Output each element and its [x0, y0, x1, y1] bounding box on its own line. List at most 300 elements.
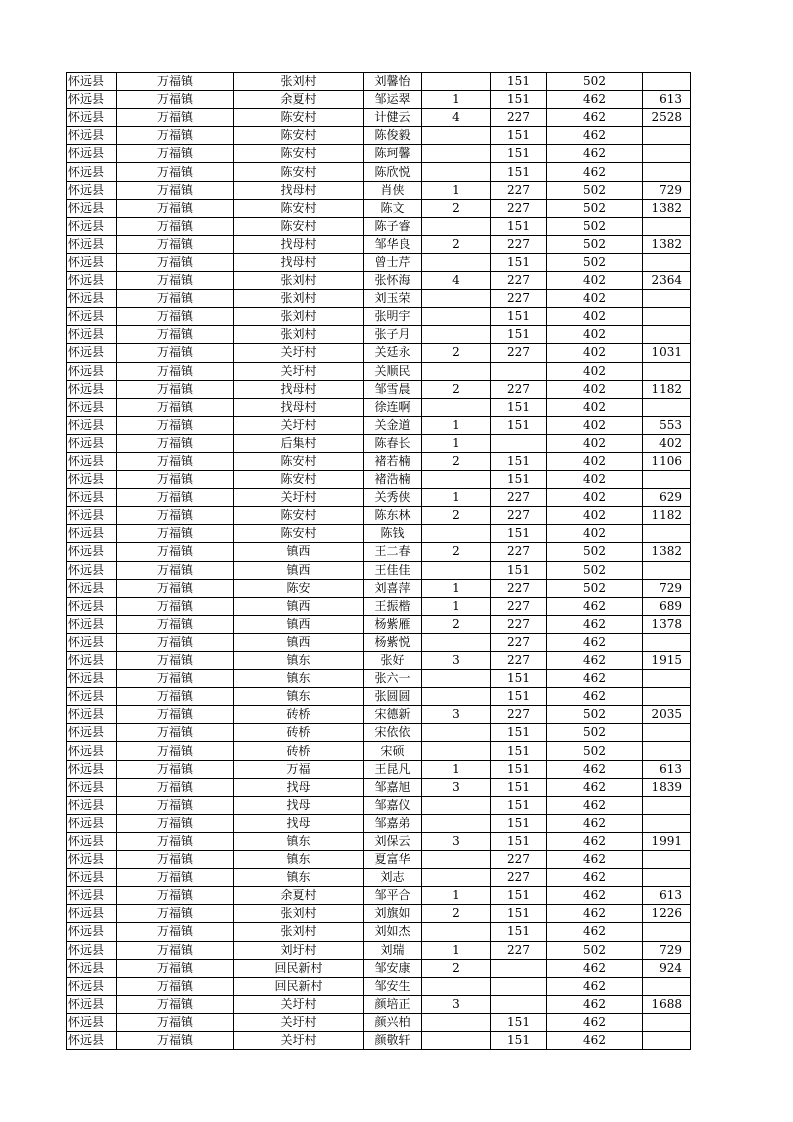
town-cell: 万福镇 — [117, 1013, 234, 1031]
amount-b-cell: 502 — [547, 706, 643, 724]
amount-b-cell: 462 — [547, 796, 643, 814]
total-cell: 729 — [643, 941, 691, 959]
name-cell: 王振楷 — [364, 597, 422, 615]
town-cell: 万福镇 — [117, 597, 234, 615]
name-cell: 邹平合 — [364, 887, 422, 905]
amount-b-cell: 402 — [547, 434, 643, 452]
amount-a-cell: 227 — [491, 199, 547, 217]
county-cell: 怀远县 — [67, 869, 117, 887]
table-row — [67, 434, 691, 452]
county-cell: 怀远县 — [67, 995, 117, 1013]
amount-b-cell: 462 — [547, 615, 643, 633]
amount-b-cell: 502 — [547, 217, 643, 235]
village-cell: 陈安村 — [234, 525, 364, 543]
table-row — [67, 543, 691, 561]
village-cell: 关圩村 — [234, 362, 364, 380]
amount-a-cell: 151 — [491, 760, 547, 778]
amount-a-cell: 151 — [491, 525, 547, 543]
county-cell: 怀远县 — [67, 543, 117, 561]
town-cell: 万福镇 — [117, 73, 234, 91]
town-cell: 万福镇 — [117, 253, 234, 271]
amount-b-cell: 462 — [547, 1031, 643, 1049]
amount-b-cell: 402 — [547, 452, 643, 470]
amount-a-cell — [491, 959, 547, 977]
county-cell: 怀远县 — [67, 416, 117, 434]
village-cell: 砖桥 — [234, 724, 364, 742]
total-cell: 2364 — [643, 272, 691, 290]
town-cell: 万福镇 — [117, 362, 234, 380]
count-cell: 4 — [422, 109, 491, 127]
amount-b-cell: 462 — [547, 959, 643, 977]
amount-a-cell: 151 — [491, 91, 547, 109]
count-cell: 2 — [422, 615, 491, 633]
total-cell — [643, 253, 691, 271]
table-row — [67, 1013, 691, 1031]
amount-b-cell: 462 — [547, 814, 643, 832]
village-cell: 找母 — [234, 796, 364, 814]
total-cell: 1688 — [643, 995, 691, 1013]
count-cell — [422, 851, 491, 869]
amount-b-cell: 502 — [547, 73, 643, 91]
village-cell: 砖桥 — [234, 742, 364, 760]
county-cell: 怀远县 — [67, 905, 117, 923]
count-cell: 3 — [422, 832, 491, 850]
amount-b-cell: 502 — [547, 543, 643, 561]
town-cell: 万福镇 — [117, 217, 234, 235]
village-cell: 镇东 — [234, 869, 364, 887]
village-cell: 余夏村 — [234, 91, 364, 109]
village-cell: 张刘村 — [234, 308, 364, 326]
total-cell — [643, 471, 691, 489]
village-cell: 陈安村 — [234, 163, 364, 181]
name-cell: 张明宇 — [364, 308, 422, 326]
amount-b-cell: 462 — [547, 977, 643, 995]
count-cell: 2 — [422, 507, 491, 525]
table-row — [67, 670, 691, 688]
count-cell: 2 — [422, 452, 491, 470]
town-cell: 万福镇 — [117, 308, 234, 326]
amount-b-cell: 502 — [547, 579, 643, 597]
county-cell: 怀远县 — [67, 452, 117, 470]
count-cell: 2 — [422, 344, 491, 362]
total-cell: 1378 — [643, 615, 691, 633]
amount-b-cell: 462 — [547, 127, 643, 145]
table-row — [67, 977, 691, 995]
town-cell: 万福镇 — [117, 543, 234, 561]
town-cell: 万福镇 — [117, 959, 234, 977]
county-cell: 怀远县 — [67, 923, 117, 941]
name-cell: 计健云 — [364, 109, 422, 127]
total-cell — [643, 217, 691, 235]
county-cell: 怀远县 — [67, 633, 117, 651]
total-cell: 729 — [643, 181, 691, 199]
county-cell: 怀远县 — [67, 941, 117, 959]
table-row — [67, 163, 691, 181]
total-cell — [643, 145, 691, 163]
amount-b-cell: 462 — [547, 869, 643, 887]
town-cell: 万福镇 — [117, 380, 234, 398]
table-row — [67, 253, 691, 271]
town-cell: 万福镇 — [117, 688, 234, 706]
count-cell: 1 — [422, 887, 491, 905]
county-cell: 怀远县 — [67, 579, 117, 597]
county-cell: 怀远县 — [67, 145, 117, 163]
count-cell — [422, 923, 491, 941]
name-cell: 陈俊毅 — [364, 127, 422, 145]
name-cell: 邹安康 — [364, 959, 422, 977]
village-cell: 关圩村 — [234, 489, 364, 507]
amount-a-cell: 227 — [491, 652, 547, 670]
amount-b-cell: 462 — [547, 778, 643, 796]
amount-b-cell: 462 — [547, 109, 643, 127]
amount-b-cell: 462 — [547, 163, 643, 181]
count-cell: 3 — [422, 652, 491, 670]
name-cell: 邹嘉弟 — [364, 814, 422, 832]
county-cell: 怀远县 — [67, 380, 117, 398]
table-row — [67, 452, 691, 470]
village-cell: 万福 — [234, 760, 364, 778]
town-cell: 万福镇 — [117, 398, 234, 416]
total-cell: 1839 — [643, 778, 691, 796]
amount-a-cell: 227 — [491, 344, 547, 362]
county-cell: 怀远县 — [67, 760, 117, 778]
name-cell: 关秀侠 — [364, 489, 422, 507]
table-row — [67, 597, 691, 615]
name-cell: 刘喜萍 — [364, 579, 422, 597]
amount-a-cell: 227 — [491, 380, 547, 398]
village-cell: 关圩村 — [234, 416, 364, 434]
town-cell: 万福镇 — [117, 923, 234, 941]
total-cell: 2035 — [643, 706, 691, 724]
village-cell: 镇东 — [234, 832, 364, 850]
total-cell: 2528 — [643, 109, 691, 127]
count-cell: 2 — [422, 905, 491, 923]
name-cell: 张圆圆 — [364, 688, 422, 706]
total-cell — [643, 290, 691, 308]
name-cell: 王昆凡 — [364, 760, 422, 778]
amount-b-cell: 462 — [547, 652, 643, 670]
amount-b-cell: 402 — [547, 326, 643, 344]
amount-b-cell: 402 — [547, 398, 643, 416]
amount-a-cell: 151 — [491, 308, 547, 326]
town-cell: 万福镇 — [117, 851, 234, 869]
count-cell: 2 — [422, 959, 491, 977]
county-cell: 怀远县 — [67, 977, 117, 995]
amount-b-cell: 402 — [547, 489, 643, 507]
name-cell: 张子月 — [364, 326, 422, 344]
town-cell: 万福镇 — [117, 724, 234, 742]
county-cell: 怀远县 — [67, 525, 117, 543]
total-cell — [643, 724, 691, 742]
amount-b-cell: 402 — [547, 362, 643, 380]
name-cell: 颜兴柏 — [364, 1013, 422, 1031]
amount-a-cell: 151 — [491, 832, 547, 850]
town-cell: 万福镇 — [117, 163, 234, 181]
table-row — [67, 73, 691, 91]
village-cell: 找母 — [234, 778, 364, 796]
amount-b-cell: 502 — [547, 253, 643, 271]
name-cell: 宋德新 — [364, 706, 422, 724]
total-cell — [643, 326, 691, 344]
town-cell: 万福镇 — [117, 1031, 234, 1049]
town-cell: 万福镇 — [117, 471, 234, 489]
amount-b-cell: 402 — [547, 416, 643, 434]
village-cell: 陈安村 — [234, 452, 364, 470]
table-row — [67, 814, 691, 832]
total-cell — [643, 796, 691, 814]
village-cell: 陈安村 — [234, 217, 364, 235]
amount-b-cell: 502 — [547, 181, 643, 199]
name-cell: 宋硕 — [364, 742, 422, 760]
village-cell: 陈安村 — [234, 507, 364, 525]
amount-b-cell: 462 — [547, 760, 643, 778]
total-cell — [643, 362, 691, 380]
village-cell: 关圩村 — [234, 995, 364, 1013]
village-cell: 陈安村 — [234, 471, 364, 489]
county-cell: 怀远县 — [67, 398, 117, 416]
count-cell: 1 — [422, 91, 491, 109]
county-cell: 怀远县 — [67, 217, 117, 235]
county-cell: 怀远县 — [67, 652, 117, 670]
village-cell: 镇东 — [234, 670, 364, 688]
amount-a-cell: 151 — [491, 471, 547, 489]
total-cell: 1031 — [643, 344, 691, 362]
county-cell: 怀远县 — [67, 597, 117, 615]
count-cell: 2 — [422, 543, 491, 561]
town-cell: 万福镇 — [117, 181, 234, 199]
total-cell — [643, 1013, 691, 1031]
count-cell: 4 — [422, 272, 491, 290]
total-cell — [643, 127, 691, 145]
amount-b-cell: 462 — [547, 995, 643, 1013]
table-row — [67, 724, 691, 742]
name-cell: 陈春长 — [364, 434, 422, 452]
total-cell — [643, 398, 691, 416]
name-cell: 王二春 — [364, 543, 422, 561]
table-row — [67, 380, 691, 398]
county-cell: 怀远县 — [67, 127, 117, 145]
county-cell: 怀远县 — [67, 109, 117, 127]
amount-a-cell: 151 — [491, 814, 547, 832]
table-row — [67, 235, 691, 253]
name-cell: 徐连啊 — [364, 398, 422, 416]
name-cell: 颜培正 — [364, 995, 422, 1013]
amount-a-cell: 227 — [491, 181, 547, 199]
name-cell: 陈文 — [364, 199, 422, 217]
count-cell: 2 — [422, 380, 491, 398]
table-row — [67, 941, 691, 959]
count-cell — [422, 308, 491, 326]
amount-b-cell: 462 — [547, 1013, 643, 1031]
county-cell: 怀远县 — [67, 471, 117, 489]
amount-a-cell: 151 — [491, 1031, 547, 1049]
total-cell: 613 — [643, 91, 691, 109]
village-cell: 镇西 — [234, 633, 364, 651]
amount-a-cell: 151 — [491, 217, 547, 235]
name-cell: 刘瑞 — [364, 941, 422, 959]
name-cell: 关金道 — [364, 416, 422, 434]
amount-a-cell: 227 — [491, 633, 547, 651]
table-row — [67, 615, 691, 633]
amount-b-cell: 462 — [547, 905, 643, 923]
town-cell: 万福镇 — [117, 561, 234, 579]
amount-b-cell: 402 — [547, 525, 643, 543]
table-row — [67, 507, 691, 525]
amount-a-cell: 151 — [491, 778, 547, 796]
count-cell — [422, 326, 491, 344]
town-cell: 万福镇 — [117, 91, 234, 109]
village-cell: 镇西 — [234, 615, 364, 633]
table-row — [67, 362, 691, 380]
total-cell — [643, 814, 691, 832]
total-cell: 1991 — [643, 832, 691, 850]
table-row — [67, 869, 691, 887]
total-cell — [643, 977, 691, 995]
table-row — [67, 688, 691, 706]
table-row — [67, 127, 691, 145]
name-cell: 刘如杰 — [364, 923, 422, 941]
count-cell — [422, 73, 491, 91]
village-cell: 找母 — [234, 814, 364, 832]
town-cell: 万福镇 — [117, 290, 234, 308]
village-cell: 陈安 — [234, 579, 364, 597]
total-cell — [643, 73, 691, 91]
amount-a-cell: 151 — [491, 416, 547, 434]
name-cell: 褚若楠 — [364, 452, 422, 470]
amount-a-cell — [491, 362, 547, 380]
table-row — [67, 326, 691, 344]
village-cell: 镇西 — [234, 597, 364, 615]
amount-a-cell: 227 — [491, 869, 547, 887]
count-cell: 1 — [422, 434, 491, 452]
county-cell: 怀远县 — [67, 489, 117, 507]
count-cell: 1 — [422, 416, 491, 434]
amount-a-cell: 227 — [491, 615, 547, 633]
table-row — [67, 344, 691, 362]
count-cell — [422, 814, 491, 832]
county-cell: 怀远县 — [67, 199, 117, 217]
village-cell: 陈安村 — [234, 145, 364, 163]
table-row — [67, 109, 691, 127]
total-cell — [643, 1031, 691, 1049]
amount-b-cell: 502 — [547, 941, 643, 959]
name-cell: 颜敬轩 — [364, 1031, 422, 1049]
amount-b-cell: 402 — [547, 507, 643, 525]
town-cell: 万福镇 — [117, 452, 234, 470]
table-row — [67, 398, 691, 416]
county-cell: 怀远县 — [67, 1031, 117, 1049]
count-cell — [422, 362, 491, 380]
amount-a-cell — [491, 995, 547, 1013]
total-cell: 689 — [643, 597, 691, 615]
town-cell: 万福镇 — [117, 326, 234, 344]
table-row — [67, 796, 691, 814]
town-cell: 万福镇 — [117, 344, 234, 362]
count-cell — [422, 670, 491, 688]
count-cell — [422, 217, 491, 235]
table-row — [67, 471, 691, 489]
town-cell: 万福镇 — [117, 760, 234, 778]
total-cell — [643, 561, 691, 579]
total-cell: 1382 — [643, 235, 691, 253]
name-cell: 杨紫悦 — [364, 633, 422, 651]
town-cell: 万福镇 — [117, 670, 234, 688]
village-cell: 关圩村 — [234, 344, 364, 362]
total-cell — [643, 308, 691, 326]
total-cell — [643, 688, 691, 706]
table-row — [67, 706, 691, 724]
amount-a-cell: 227 — [491, 109, 547, 127]
table-row — [67, 199, 691, 217]
amount-a-cell: 227 — [491, 235, 547, 253]
count-cell — [422, 724, 491, 742]
total-cell — [643, 633, 691, 651]
count-cell: 3 — [422, 995, 491, 1013]
amount-a-cell: 151 — [491, 796, 547, 814]
town-cell: 万福镇 — [117, 796, 234, 814]
table-row — [67, 217, 691, 235]
county-cell: 怀远县 — [67, 73, 117, 91]
town-cell: 万福镇 — [117, 145, 234, 163]
village-cell: 关圩村 — [234, 1031, 364, 1049]
amount-a-cell: 151 — [491, 127, 547, 145]
amount-a-cell: 227 — [491, 579, 547, 597]
town-cell: 万福镇 — [117, 615, 234, 633]
count-cell — [422, 869, 491, 887]
town-cell: 万福镇 — [117, 235, 234, 253]
town-cell: 万福镇 — [117, 652, 234, 670]
county-cell: 怀远县 — [67, 362, 117, 380]
count-cell — [422, 977, 491, 995]
count-cell — [422, 796, 491, 814]
village-cell: 回民新村 — [234, 977, 364, 995]
name-cell: 王佳佳 — [364, 561, 422, 579]
amount-a-cell: 151 — [491, 73, 547, 91]
count-cell: 1 — [422, 941, 491, 959]
table-row — [67, 308, 691, 326]
county-cell: 怀远县 — [67, 742, 117, 760]
total-cell: 1915 — [643, 652, 691, 670]
count-cell: 1 — [422, 760, 491, 778]
name-cell: 关廷永 — [364, 344, 422, 362]
name-cell: 邹运翠 — [364, 91, 422, 109]
county-cell: 怀远县 — [67, 778, 117, 796]
table-row — [67, 91, 691, 109]
village-cell: 镇东 — [234, 652, 364, 670]
count-cell: 1 — [422, 489, 491, 507]
town-cell: 万福镇 — [117, 434, 234, 452]
name-cell: 杨紫雁 — [364, 615, 422, 633]
table-row — [67, 652, 691, 670]
amount-a-cell: 151 — [491, 887, 547, 905]
county-cell: 怀远县 — [67, 688, 117, 706]
county-cell: 怀远县 — [67, 851, 117, 869]
county-cell: 怀远县 — [67, 290, 117, 308]
table-row — [67, 489, 691, 507]
village-cell: 刘圩村 — [234, 941, 364, 959]
table-row — [67, 742, 691, 760]
amount-a-cell: 227 — [491, 597, 547, 615]
town-cell: 万福镇 — [117, 995, 234, 1013]
town-cell: 万福镇 — [117, 272, 234, 290]
count-cell — [422, 290, 491, 308]
village-cell: 张刘村 — [234, 326, 364, 344]
name-cell: 宋依依 — [364, 724, 422, 742]
name-cell: 夏富华 — [364, 851, 422, 869]
town-cell: 万福镇 — [117, 416, 234, 434]
count-cell — [422, 633, 491, 651]
town-cell: 万福镇 — [117, 489, 234, 507]
